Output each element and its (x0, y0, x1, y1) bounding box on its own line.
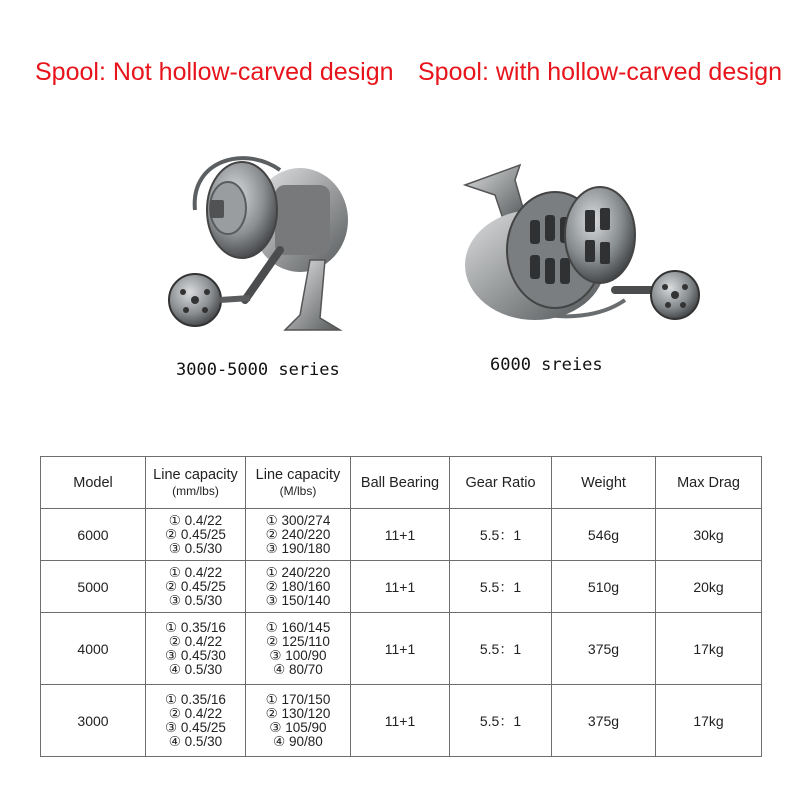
caption-not-hollow: Spool: Not hollow-carved design (35, 58, 394, 86)
cell-ball-bearing: 11+1 (351, 685, 450, 757)
line-capacity-item: ④ 80/70 (273, 661, 323, 677)
line-capacity-item: ① 160/145 (265, 619, 331, 635)
fishing-reel-solid-spool-icon (150, 130, 390, 350)
line-capacity-item: ③ 0.45/30 (165, 647, 226, 663)
line-capacity-item: ② 130/120 (265, 705, 331, 721)
header-model: Model (41, 457, 146, 509)
cell-line-capacity-m (246, 561, 351, 613)
cell-line-capacity-mm (146, 613, 246, 685)
cell-model: 3000 (41, 685, 146, 757)
line-capacity-item: ① 0.35/16 (165, 619, 226, 635)
line-capacity-item: ① 240/220 (265, 564, 331, 580)
cell-ball-bearing: 11+1 (351, 613, 450, 685)
line-capacity-item: ② 180/160 (265, 578, 331, 594)
cell-weight: 546g (552, 509, 656, 561)
line-capacity-item: ③ 100/90 (269, 647, 327, 663)
cell-weight: 375g (552, 685, 656, 757)
cell-line-capacity-mm (146, 509, 246, 561)
header-line-capacity-mm-label: Line capacity (153, 466, 238, 483)
cell-max-drag: 17kg (656, 685, 762, 757)
table-row (41, 613, 762, 685)
caption-hollow: Spool: with hollow-carved design (418, 58, 783, 86)
line-capacity-item: ④ 0.5/30 (168, 733, 223, 749)
table-row (41, 561, 762, 613)
series-label-3000-5000: 3000-5000 series (176, 360, 340, 380)
line-capacity-item: ② 0.45/25 (165, 578, 226, 594)
header-ball-bearing: Ball Bearing (351, 457, 450, 509)
cell-gear-ratio: 5.5：1 (450, 561, 552, 613)
header-max-drag: Max Drag (656, 457, 762, 509)
header-line-capacity-m-unit: (M/lbs) (279, 483, 317, 498)
cell-line-capacity-mm (146, 685, 246, 757)
header-weight: Weight (552, 457, 656, 509)
line-capacity-item: ② 125/110 (266, 633, 330, 649)
cell-ball-bearing: 11+1 (351, 561, 450, 613)
table-header-row (41, 457, 762, 509)
header-gear-ratio: Gear Ratio (450, 457, 552, 509)
cell-weight: 375g (552, 613, 656, 685)
series-label-6000: 6000 sreies (490, 355, 603, 375)
table-row (41, 509, 762, 561)
line-capacity-item: ④ 90/80 (273, 733, 323, 749)
header-line-capacity-mm-unit: (mm/lbs) (172, 483, 219, 498)
cell-line-capacity-m (246, 613, 351, 685)
cell-max-drag: 20kg (656, 561, 762, 613)
cell-max-drag: 30kg (656, 509, 762, 561)
line-capacity-item: ① 170/150 (265, 691, 331, 707)
header-line-capacity-m-label: Line capacity (255, 466, 341, 483)
line-capacity-item: ③ 0.45/25 (165, 719, 226, 735)
line-capacity-item: ② 0.4/22 (168, 705, 223, 721)
cell-max-drag: 17kg (656, 613, 762, 685)
table-row (41, 685, 762, 757)
header-line-capacity-m (246, 457, 351, 509)
line-capacity-item: ③ 150/140 (265, 592, 331, 608)
cell-model: 6000 (41, 509, 146, 561)
header-line-capacity-mm (146, 457, 246, 509)
line-capacity-item: ② 240/220 (265, 526, 331, 542)
cell-gear-ratio: 5.5：1 (450, 685, 552, 757)
cell-gear-ratio: 5.5：1 (450, 613, 552, 685)
line-capacity-item: ① 300/274 (265, 512, 331, 528)
line-capacity-item: ① 0.4/22 (168, 512, 223, 528)
cell-gear-ratio: 5.5：1 (450, 509, 552, 561)
line-capacity-item: ③ 0.5/30 (168, 540, 223, 556)
line-capacity-item: ④ 0.5/30 (168, 661, 223, 677)
line-capacity-item: ③ 0.5/30 (168, 592, 223, 608)
cell-weight: 510g (552, 561, 656, 613)
line-capacity-item: ① 0.35/16 (165, 691, 226, 707)
cell-line-capacity-m (246, 509, 351, 561)
line-capacity-item: ① 0.4/22 (168, 564, 223, 580)
spec-table (40, 456, 762, 757)
cell-line-capacity-m (246, 685, 351, 757)
line-capacity-item: ② 0.45/25 (165, 526, 226, 542)
cell-model: 4000 (41, 613, 146, 685)
line-capacity-item: ② 0.4/22 (168, 633, 223, 649)
cell-ball-bearing: 11+1 (351, 509, 450, 561)
fishing-reel-hollow-spool-icon (425, 140, 715, 350)
line-capacity-item: ③ 190/180 (265, 540, 331, 556)
line-capacity-item: ③ 105/90 (269, 719, 327, 735)
cell-line-capacity-mm (146, 561, 246, 613)
cell-model: 5000 (41, 561, 146, 613)
